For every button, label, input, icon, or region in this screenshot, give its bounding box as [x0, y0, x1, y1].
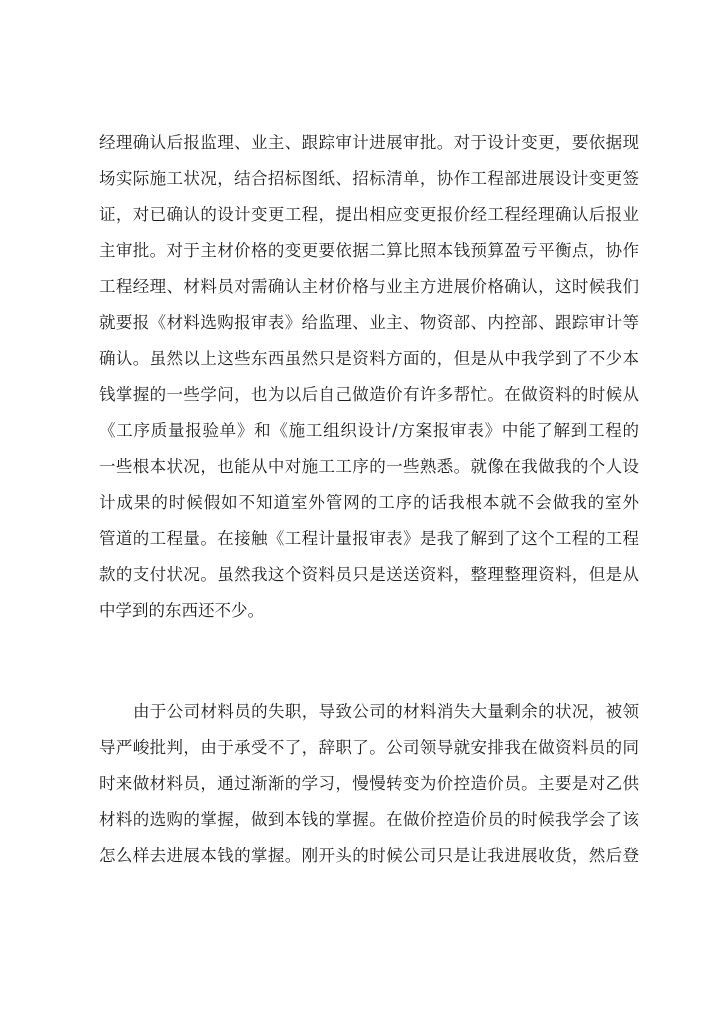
- text-line: 证，对已确认的设计变更工程，提出相应变更报价经工程经理确认后报业: [99, 205, 639, 224]
- text-line: 《工序质量报验单》和《施工组织设计/方案报审表》中能了解到工程的: [99, 421, 639, 440]
- text-line: 主审批。对于主材价格的变更要依据二算比照本钱预算盈亏平衡点，协作: [99, 241, 639, 260]
- text-line: 怎么样去进展本钱的掌握。刚开头的时候公司只是让我进展收货，然后登: [99, 846, 639, 865]
- text-line: 由于公司材料员的失职，导致公司的材料消失大量剩余的状况，被领: [133, 702, 639, 721]
- text-line: 一些根本状况，也能从中对施工工序的一些熟悉。就像在我做我的个人设: [99, 457, 639, 476]
- text-line: 管道的工程量。在接触《工程计量报审表》是我了解到了这个工程的工程: [99, 529, 639, 548]
- text-line: 经理确认后报监理、业主、跟踪审计进展审批。对于设计变更，要依据现: [99, 133, 639, 152]
- text-line: 中学到的东西还不少。: [99, 601, 264, 620]
- text-line: 就要报《材料选购报审表》给监理、业主、物资部、内控部、跟踪审计等: [99, 313, 639, 332]
- text-line: 计成果的时候假如不知道室外管网的工序的话我根本就不会做我的室外: [99, 493, 639, 512]
- text-line: 钱掌握的一些学问，也为以后自己做造价有许多帮忙。在做资料的时候从: [99, 385, 639, 404]
- text-line: 材料的选购的掌握，做到本钱的掌握。在做价控造价员的时候我学会了该: [99, 810, 639, 829]
- text-line: 确认。虽然以上这些东西虽然只是资料方面的，但是从中我学到了不少本: [99, 349, 639, 368]
- paragraph-1: [99, 125, 639, 629]
- text-line: 时来做材料员，通过渐渐的学习，慢慢转变为价控造价员。主要是对乙供: [99, 774, 639, 793]
- paragraph-2: [99, 694, 639, 874]
- text-line: 款的支付状况。虽然我这个资料员只是送送资料，整理整理资料，但是从: [99, 565, 639, 584]
- text-line: 工程经理、材料员对需确认主材价格与业主方进展价格确认，这时候我们: [99, 277, 639, 296]
- text-line: 场实际施工状况，结合招标图纸、招标清单，协作工程部进展设计变更签: [99, 169, 639, 188]
- text-line: 导严峻批判，由于承受不了，辞职了。公司领导就安排我在做资料员的同: [99, 738, 639, 757]
